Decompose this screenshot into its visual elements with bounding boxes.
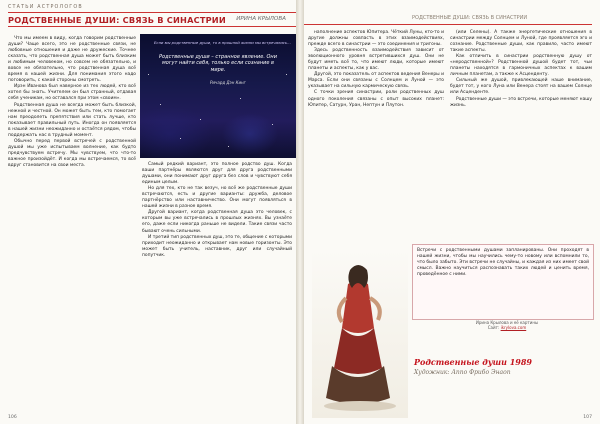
painting-artist: Художник: Аnnо Фрибо Энаоп [414,369,511,376]
section-rubric: СТАТЬИ АСТРОЛОГОВ [8,5,83,10]
star-icon [272,124,273,125]
page-number: 106 [8,415,17,420]
photo-caption [427,320,587,330]
photo-quote: Родственные души – странное явление. Они могут найти себя, только если сознание в мире. [159,54,277,73]
caption-prefix: Сайт: [487,325,500,331]
paragraph: Обычно перед первой встречей с родственной душой мы уже испытываем волнение, как будто предчувствуем встречу. Мы чувствуем, что что-то важное произойдёт. И когда мы встречаемся, то всё вдруг становится на свои места. [8,138,136,168]
divider [8,26,296,27]
divider [8,12,296,13]
article-title: РОДСТВЕННЫЕ ДУШИ: СВЯЗЬ В СИНАСТРИИ [8,15,226,25]
text-column-2 [450,30,592,109]
page-gutter [296,0,304,424]
paragraph: Сильный же душой, привлекающей наше внимание, будет тот, у кого Луна или Венера стоят на вашем Солнце или Асценденте. [450,78,592,96]
paragraph: (или Селены). А также энергетические отношения в синастрии между Солнцем и Луной, где проявляется эго и сознание. Родственные души, как правило, часто имеют такие аспекты. [450,30,592,54]
star-icon [148,74,149,75]
callout-box [412,244,594,320]
left-page [0,0,296,424]
star-icon [200,119,201,120]
callout-text: Встречи с родственными душами запланированы. Они проходят в нашей жизни, чтобы мы научились чему-то новому или вспомнили то, что было забыто. Эти встречи не случайны, и каждая из них имеет свой смысл. Важно научиться распознавать таких людей и ценить время, проведённое с ними. [417,248,589,278]
paragraph: Ирэн Иванова был наверное из тех людей, кто всё хотел бы знать. Учителем он был странный, отдавая себя ученикам, но оставался при этом «своим». [8,84,136,102]
author-name: ИРИНА КРЫЛОВА [236,16,286,22]
paragraph: Но для тех, кто не так везуч, но всё же родственные души встречаются, есть и другие варианты: дружба, деловое партнёрство или наставничество. Они могут появляться в нашей жизни в разное время. [142,186,292,210]
star-icon [240,98,241,99]
paragraph: Другой, это показатель от аспектов ведения Венеры и Марса. Если они связаны с Солнцем и Луной — это указывает на сильную кармическую связь. [308,72,444,90]
paragraph: И третий тип родственных душ, это те, общение с которыми приходит неожиданно и открывает нам новые горизонты. Это может быть учитель, наставник, друг или случайный попутчик. [142,234,292,258]
star-icon [180,138,181,139]
paragraph: Что мы имеем в виду, когда говорим родственные души? Чаще всего, это не родственные связи, не любовные отношения и даже не дружеские. Точнее сказать, что родственная душа может быть близким и любимым человеком, но совсем не обязательно, и вовсе не обязательно, что родственная душа всё время в нашей жизни. Для понимания этого надо поговорить, с какой стороны смотреть. [8,36,136,84]
page-number: 107 [583,415,592,420]
paragraph: Как отличить в синастрии родственную душу от «неродственной»? Родственной душой будет тот, чьи планеты находятся в гармоничных аспектах к вашим личным планетам, а также к Асценденту. [450,54,592,78]
night-sky-photo [140,34,296,158]
paragraph: Самый редкий вариант, это полное родство душ. Когда ваши партнёры являются друг для друга родственными душами, они понимают друг друга без слов и чувствуют себя единым целым. [142,162,292,186]
painting-title: Родственные души 1989 [414,357,532,367]
site-link[interactable]: ikrylova.com [500,325,527,331]
paragraph: наполнение аспектов Юпитера. Чёткий Луны, кто-то и другие должны совпасть в этих взаимодействиях, прежде всего в синастрии — это соединения и тригоны. [308,30,444,48]
paragraph: С точки зрения синастрии, роли родственных душ одного поколения связаны с опыт высоких планет: Юпитер, Сатурн, Уран, Нептун и Плутон. [308,90,444,108]
star-icon [160,104,161,105]
photo-intro-text: Если мы родственные души, то в прошлой жизни мы встречались… [154,40,291,45]
section-rubric: РОДСТВЕННЫЕ ДУШИ: СВЯЗЬ В СИНАСТРИИ [412,15,528,21]
divider [304,24,592,25]
painting-illustration [312,248,408,418]
quote-signature: Ричард Дэн Кинг [210,80,246,85]
star-icon [228,146,229,147]
paragraph: Родственная душа не всегда может быть близкой, нежной и честной. Он может быть тем, кто помогает нам преодолеть препятствия или стать лучше, кто показывает правильный путь. Иногда он появляется в нашей жизни неожиданно и остаётся рядом, чтобы поддержать нас в трудный момент. [8,102,136,138]
caption-line: Ирина Крылова и её картины [475,320,539,325]
text-column-1 [308,30,444,109]
caption-line [427,325,587,330]
text-column-1 [8,36,136,169]
paragraph: Здесь родственность взаимодействия зависит от эволюционного уровня встретившихся душ. Они не будут иметь всё то, что имеют люди, которые имеют планеты и аспекты, как у вас. [308,48,444,72]
text-column-2 [142,162,292,259]
paragraph: Другой вариант, когда родственная душа это человек, с которым вы уже встречались в прошлых жизнях. Вы узнаёте его, даже если никогда раньше не видели. Такие связи часто бывают очень сильными. [142,210,292,234]
paragraph: Родственные души — это встречи, которые меняют нашу жизнь. [450,96,592,108]
star-icon [286,74,287,75]
